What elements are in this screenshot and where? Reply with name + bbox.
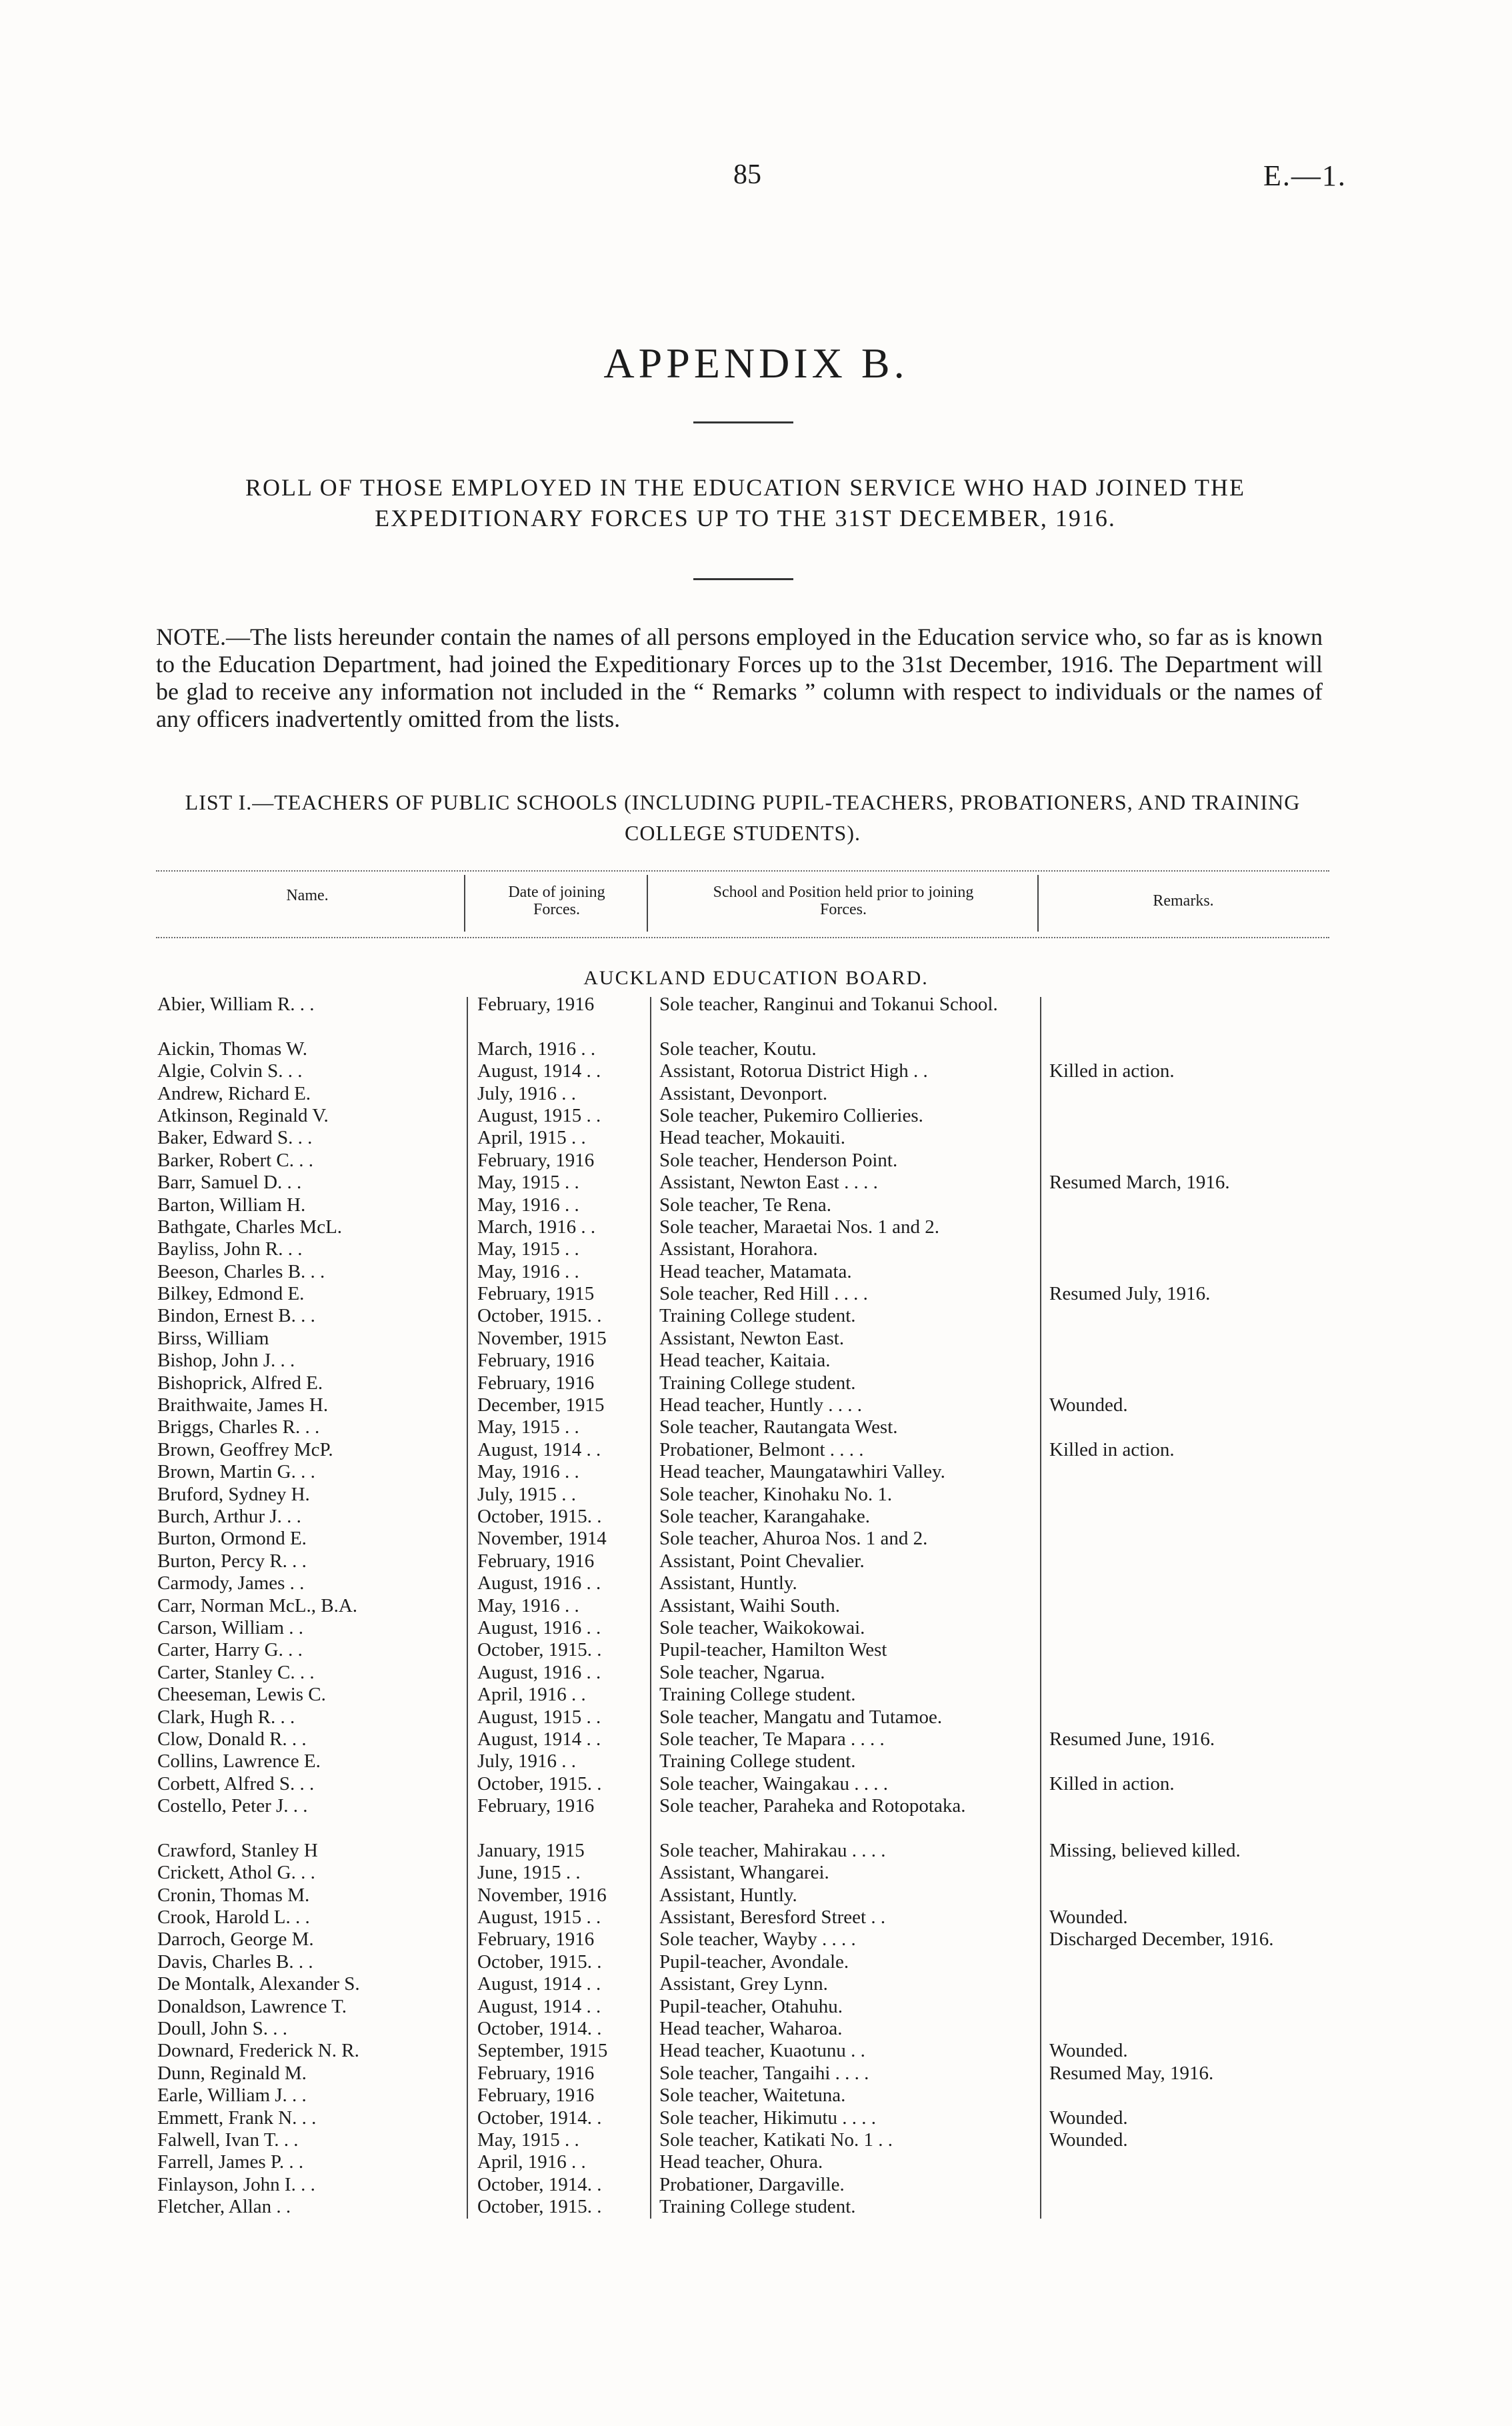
date-cell: May, 1916 . . — [477, 1461, 579, 1483]
table-row — [0, 1416, 1512, 1438]
school-cell: Sole teacher, Waingakau . . . . — [659, 1772, 889, 1794]
school-cell: Sole teacher, Ngarua. — [659, 1661, 825, 1683]
table-row — [0, 2063, 1512, 2085]
school-cell: Probationer, Belmont . . . . — [659, 1438, 864, 1460]
name-cell: Darroch, George M. — [157, 1929, 314, 1951]
school-cell: Sole teacher, Waikokowai. — [659, 1616, 865, 1638]
school-cell: Head teacher, Matamata. — [659, 1260, 852, 1282]
name-cell: Falwell, Ivan T. . . — [157, 2129, 299, 2151]
name-cell: Barton, William H. — [157, 1194, 306, 1216]
table-row — [0, 1929, 1512, 1951]
date-cell: February, 1916 — [477, 2085, 595, 2107]
table-row — [0, 1372, 1512, 1394]
name-cell: Bilkey, Edmond E. — [157, 1283, 305, 1305]
date-cell: October, 1915. . — [477, 1951, 602, 1973]
name-cell: Briggs, Charles R. . . — [157, 1416, 320, 1438]
date-cell: August, 1915 . . — [477, 1104, 601, 1126]
roll-heading — [152, 472, 1339, 533]
header-divider-1 — [464, 875, 465, 932]
appendix-title: APPENDIX B. — [603, 339, 909, 387]
school-cell: Head teacher, Kaitaia. — [659, 1350, 831, 1372]
name-cell: Barker, Robert C. . . — [157, 1149, 314, 1171]
name-cell: De Montalk, Alexander S. — [157, 1973, 360, 1995]
date-cell: November, 1915 — [477, 1327, 607, 1349]
name-cell: Clow, Donald R. . . — [157, 1728, 307, 1750]
date-cell: August, 1915 . . — [477, 1907, 601, 1929]
school-cell: Sole teacher, Kinohaku No. 1. — [659, 1483, 893, 1505]
date-cell: July, 1916 . . — [477, 1082, 576, 1104]
date-cell: August, 1915 . . — [477, 1706, 601, 1728]
name-cell: Bindon, Ernest B. . . — [157, 1305, 315, 1327]
col-header-date-line-1: Date of joining — [508, 884, 605, 901]
school-cell: Assistant, Point Chevalier. — [659, 1550, 865, 1572]
date-cell: June, 1915 . . — [477, 1862, 581, 1884]
date-cell: August, 1916 . . — [477, 1572, 601, 1594]
name-cell: Dunn, Reginald M. — [157, 2062, 307, 2084]
school-cell: Sole teacher, Ranginui and Tokanui School. — [659, 994, 998, 1015]
name-cell: Brown, Geoffrey McP. — [157, 1438, 333, 1460]
school-cell: Assistant, Horahora. — [659, 1238, 818, 1260]
name-cell: Birss, William — [157, 1327, 269, 1349]
table-row — [0, 1305, 1512, 1327]
school-cell: Sole teacher, Paraheka and Rotopotaka. — [659, 1795, 966, 1817]
date-cell: August, 1914 . . — [477, 1995, 601, 2017]
table-top-rule — [156, 870, 1329, 872]
date-cell: October, 1914. . — [477, 2018, 602, 2039]
name-cell: Collins, Lawrence E. — [157, 1750, 321, 1772]
date-cell: May, 1915 . . — [477, 2129, 579, 2151]
remarks-cell: Killed in action. — [1049, 1438, 1175, 1460]
table-row — [0, 1328, 1512, 1350]
header-divider-3 — [1037, 875, 1039, 932]
name-cell: Cheeseman, Lewis C. — [157, 1684, 326, 1706]
table-row — [0, 1127, 1512, 1149]
table-row — [0, 1261, 1512, 1283]
col-header-remarks: Remarks. — [1153, 892, 1214, 910]
name-cell: Baker, Edward S. . . — [157, 1127, 313, 1149]
school-cell: Training College student. — [659, 1372, 856, 1394]
remarks-cell: Resumed July, 1916. — [1049, 1283, 1211, 1305]
school-cell: Head teacher, Ohura. — [659, 2151, 823, 2173]
date-cell: February, 1916 — [477, 994, 595, 1015]
table-row — [0, 1662, 1512, 1684]
table-row — [0, 1461, 1512, 1483]
name-cell: Corbett, Alfred S. . . — [157, 1772, 315, 1794]
school-cell: Sole teacher, Wayby . . . . — [659, 1929, 856, 1951]
title-rule — [693, 421, 793, 423]
table-row — [0, 1484, 1512, 1506]
name-cell: Burton, Ormond E. — [157, 1528, 307, 1550]
date-cell: May, 1915 . . — [477, 1172, 579, 1194]
name-cell: Costello, Peter J. . . — [157, 1795, 308, 1817]
table-row — [0, 1038, 1512, 1060]
name-cell: Carr, Norman McL., B.A. — [157, 1594, 358, 1616]
date-cell: February, 1916 — [477, 1350, 595, 1372]
date-cell: July, 1916 . . — [477, 1750, 576, 1772]
school-cell: Assistant, Rotorua District High . . — [659, 1060, 928, 1082]
school-cell: Assistant, Devonport. — [659, 1082, 828, 1104]
date-cell: October, 1915. . — [477, 1772, 602, 1794]
table-row — [0, 1550, 1512, 1572]
date-cell: February, 1916 — [477, 1372, 595, 1394]
name-cell: Abier, William R. . . — [157, 994, 315, 1015]
document-reference: E.—1. — [1263, 159, 1347, 192]
name-cell: Earle, William J. . . — [157, 2085, 307, 2107]
name-cell: Carter, Harry G. . . — [157, 1639, 303, 1661]
table-row — [0, 1728, 1512, 1750]
name-cell: Crickett, Athol G. . . — [157, 1862, 315, 1884]
remarks-cell: Resumed May, 1916. — [1049, 2062, 1214, 2084]
name-cell: Clark, Hugh R. . . — [157, 1706, 295, 1728]
date-cell: February, 1916 — [477, 1149, 595, 1171]
table-row — [0, 2085, 1512, 2107]
col-header-date-line-2: Forces. — [533, 901, 580, 918]
col-header-school-line-1: School and Position held prior to joining — [713, 884, 974, 901]
date-cell: May, 1916 . . — [477, 1594, 579, 1616]
date-cell: November, 1916 — [477, 1884, 607, 1906]
table-row — [0, 1885, 1512, 1907]
name-cell: Fletcher, Allan . . — [157, 2196, 291, 2218]
date-cell: August, 1914 . . — [477, 1060, 601, 1082]
remarks-cell: Wounded. — [1049, 2107, 1128, 2129]
school-cell: Pupil-teacher, Avondale. — [659, 1951, 849, 1973]
remarks-cell: Resumed March, 1916. — [1049, 1172, 1230, 1194]
date-cell: May, 1915 . . — [477, 1238, 579, 1260]
date-cell: February, 1916 — [477, 1550, 595, 1572]
date-cell: August, 1914 . . — [477, 1728, 601, 1750]
date-cell: February, 1915 — [477, 1283, 595, 1305]
school-cell: Sole teacher, Mangatu and Tutamoe. — [659, 1706, 943, 1728]
name-cell: Bishop, John J. . . — [157, 1350, 295, 1372]
table-row — [0, 1840, 1512, 1862]
table-row — [0, 1216, 1512, 1238]
page-number: 85 — [733, 159, 761, 190]
school-cell: Sole teacher, Maraetai Nos. 1 and 2. — [659, 1216, 939, 1238]
date-cell: May, 1915 . . — [477, 1416, 579, 1438]
school-cell: Sole teacher, Te Rena. — [659, 1194, 831, 1216]
table-row — [0, 1105, 1512, 1127]
school-cell: Sole teacher, Red Hill . . . . — [659, 1283, 868, 1305]
date-cell: July, 1915 . . — [477, 1483, 576, 1505]
list-title-line-1: LIST I.—TEACHERS OF PUBLIC SCHOOLS (INCLUDING PUPIL-TEACHERS, PROBATIONERS, AND TRAINING — [185, 790, 1301, 814]
col-header-school-line-2: Forces. — [820, 901, 867, 918]
list-title-line-2: COLLEGE STUDENTS). — [625, 821, 861, 845]
date-cell: October, 1915. . — [477, 1506, 602, 1527]
table-row — [0, 1773, 1512, 1795]
table-row — [0, 1194, 1512, 1216]
name-cell: Bayliss, John R. . . — [157, 1238, 303, 1260]
name-cell: Emmett, Frank N. . . — [157, 2107, 317, 2129]
school-cell: Sole teacher, Tangaihi . . . . — [659, 2062, 869, 2084]
school-cell: Assistant, Beresford Street . . — [659, 1907, 886, 1929]
school-cell: Sole teacher, Katikati No. 1 . . — [659, 2129, 893, 2151]
date-cell: December, 1915 — [477, 1394, 605, 1416]
col-header-date — [467, 884, 647, 918]
school-cell: Sole teacher, Hikimutu . . . . — [659, 2107, 877, 2129]
note-paragraph: NOTE.—The lists hereunder contain the names of all persons employed in the Education service who, so far as is known to the Education Department, had joined the Expeditionary Forces up to the 31st December, 1916. The Department will be glad to receive any information not included in the “ Remarks ” column with respect to individuals or the names of any officers inadvertently omitted from the lists. — [156, 624, 1323, 732]
table-row — [0, 2151, 1512, 2173]
table-row — [0, 1528, 1512, 1550]
name-cell: Brown, Martin G. . . — [157, 1461, 315, 1483]
list-title — [156, 787, 1329, 848]
table-row — [0, 994, 1512, 1038]
school-cell: Sole teacher, Karangahake. — [659, 1506, 871, 1527]
date-cell: October, 1915. . — [477, 1305, 602, 1327]
heading-rule — [693, 578, 793, 580]
date-cell: February, 1916 — [477, 2062, 595, 2084]
table-row — [0, 1083, 1512, 1105]
roll-heading-line-2: EXPEDITIONARY FORCES UP TO THE 31ST DECEMBER, 1916. — [375, 505, 1116, 531]
date-cell: February, 1916 — [477, 1929, 595, 1951]
date-cell: May, 1916 . . — [477, 1194, 579, 1216]
table-row — [0, 1150, 1512, 1172]
school-cell: Assistant, Huntly. — [659, 1884, 797, 1906]
remarks-cell: Missing, believed killed. — [1049, 1839, 1241, 1861]
table-row — [0, 1238, 1512, 1260]
table-row — [0, 1951, 1512, 1973]
name-cell: Bruford, Sydney H. — [157, 1483, 310, 1505]
date-cell: September, 1915 — [477, 2040, 608, 2062]
table-body — [0, 994, 1512, 2219]
table-row — [0, 2196, 1512, 2218]
school-cell: Sole teacher, Mahirakau . . . . — [659, 1839, 886, 1861]
table-row — [0, 1639, 1512, 1661]
col-header-school — [650, 884, 1037, 918]
school-cell: Head teacher, Mokauiti. — [659, 1127, 846, 1149]
name-cell: Doull, John S. . . — [157, 2018, 287, 2039]
name-cell: Bishoprick, Alfred E. — [157, 1372, 323, 1394]
table-row — [0, 1795, 1512, 1840]
remarks-cell: Wounded. — [1049, 2129, 1128, 2151]
school-cell: Assistant, Waihi South. — [659, 1594, 841, 1616]
table-row — [0, 1973, 1512, 1995]
table-row — [0, 2107, 1512, 2129]
school-cell: Head teacher, Waharoa. — [659, 2018, 843, 2039]
remarks-cell: Wounded. — [1049, 1907, 1128, 1929]
name-cell: Algie, Colvin S. . . — [157, 1060, 303, 1082]
school-cell: Assistant, Newton East. — [659, 1327, 845, 1349]
school-cell: Assistant, Huntly. — [659, 1572, 797, 1594]
header-divider-2 — [647, 875, 648, 932]
table-row — [0, 1283, 1512, 1305]
name-cell: Donaldson, Lawrence T. — [157, 1995, 347, 2017]
date-cell: October, 1915. . — [477, 1639, 602, 1661]
name-cell: Beeson, Charles B. . . — [157, 1260, 325, 1282]
date-cell: March, 1916 . . — [477, 1038, 596, 1060]
name-cell: Burton, Percy R. . . — [157, 1550, 307, 1572]
table-row — [0, 1684, 1512, 1706]
school-cell: Sole teacher, Waitetuna. — [659, 2085, 846, 2107]
remarks-cell: Resumed June, 1916. — [1049, 1728, 1215, 1750]
table-row — [0, 1862, 1512, 1884]
school-cell: Head teacher, Maungatawhiri Valley. — [659, 1461, 945, 1483]
date-cell: August, 1914 . . — [477, 1973, 601, 1995]
remarks-cell: Wounded. — [1049, 1394, 1128, 1416]
table-row — [0, 1572, 1512, 1594]
table-row — [0, 1439, 1512, 1461]
table-row — [0, 2129, 1512, 2151]
school-cell: Head teacher, Huntly . . . . — [659, 1394, 863, 1416]
remarks-cell: Killed in action. — [1049, 1772, 1175, 1794]
remarks-cell: Wounded. — [1049, 2040, 1128, 2062]
name-cell: Davis, Charles B. . . — [157, 1951, 313, 1973]
name-cell: Barr, Samuel D. . . — [157, 1172, 302, 1194]
name-cell: Cronin, Thomas M. — [157, 1884, 310, 1906]
table-row — [0, 1350, 1512, 1372]
remarks-cell: Discharged December, 1916. — [1049, 1929, 1274, 1951]
school-cell: Assistant, Whangarei. — [659, 1862, 829, 1884]
table-row — [0, 1172, 1512, 1194]
name-cell: Braithwaite, James H. — [157, 1394, 329, 1416]
name-cell: Carson, William . . — [157, 1616, 304, 1638]
date-cell: January, 1915 — [477, 1839, 585, 1861]
school-cell: Sole teacher, Pukemiro Collieries. — [659, 1104, 923, 1126]
date-cell: October, 1915. . — [477, 2196, 602, 2218]
school-cell: Sole teacher, Te Mapara . . . . — [659, 1728, 885, 1750]
name-cell: Farrell, James P. . . — [157, 2151, 304, 2173]
table-row — [0, 1060, 1512, 1082]
table-row — [0, 1907, 1512, 1929]
table-row — [0, 1996, 1512, 2018]
table-row — [0, 1506, 1512, 1528]
date-cell: April, 1916 . . — [477, 2151, 586, 2173]
school-cell: Sole teacher, Koutu. — [659, 1038, 817, 1060]
school-cell: Pupil-teacher, Otahuhu. — [659, 1995, 843, 2017]
name-cell: Carmody, James . . — [157, 1572, 305, 1594]
name-cell: Downard, Frederick N. R. — [157, 2040, 359, 2062]
name-cell: Crook, Harold L. . . — [157, 1907, 310, 1929]
date-cell: April, 1916 . . — [477, 1684, 586, 1706]
col-header-name: Name. — [286, 887, 329, 904]
table-row — [0, 2018, 1512, 2040]
date-cell: October, 1914. . — [477, 2173, 602, 2195]
table-row — [0, 1394, 1512, 1416]
school-cell: Pupil-teacher, Hamilton West — [659, 1639, 887, 1661]
date-cell: May, 1916 . . — [477, 1260, 579, 1282]
school-cell: Training College student. — [659, 1305, 856, 1327]
school-cell: Assistant, Grey Lynn. — [659, 1973, 828, 1995]
table-row — [0, 1750, 1512, 1772]
date-cell: November, 1914 — [477, 1528, 607, 1550]
table-row — [0, 2174, 1512, 2196]
roll-heading-line-1: ROLL OF THOSE EMPLOYED IN THE EDUCATION SERVICE WHO HAD JOINED THE — [245, 474, 1246, 501]
name-cell: Aickin, Thomas W. — [157, 1038, 308, 1060]
name-cell: Finlayson, John I. . . — [157, 2173, 315, 2195]
remarks-cell: Killed in action. — [1049, 1060, 1175, 1082]
table-header-rule — [156, 937, 1329, 938]
school-cell: Head teacher, Kuaotunu . . — [659, 2040, 865, 2062]
table-row — [0, 1595, 1512, 1617]
date-cell: March, 1916 . . — [477, 1216, 596, 1238]
date-cell: August, 1914 . . — [477, 1438, 601, 1460]
school-cell: Probationer, Dargaville. — [659, 2173, 845, 2195]
school-cell: Sole teacher, Ahuroa Nos. 1 and 2. — [659, 1528, 928, 1550]
school-cell: Sole teacher, Rautangata West. — [659, 1416, 898, 1438]
name-cell: Burch, Arthur J. . . — [157, 1506, 301, 1527]
name-cell: Atkinson, Reginald V. — [157, 1104, 329, 1126]
table-row — [0, 1617, 1512, 1639]
name-cell: Bathgate, Charles McL. — [157, 1216, 343, 1238]
name-cell: Andrew, Richard E. — [157, 1082, 311, 1104]
school-cell: Assistant, Newton East . . . . — [659, 1172, 878, 1194]
table-row — [0, 2040, 1512, 2062]
school-cell: Training College student. — [659, 2196, 856, 2218]
date-cell: February, 1916 — [477, 1795, 595, 1817]
date-cell: August, 1916 . . — [477, 1661, 601, 1683]
name-cell: Carter, Stanley C. . . — [157, 1661, 315, 1683]
date-cell: April, 1915 . . — [477, 1127, 586, 1149]
name-cell: Crawford, Stanley H — [157, 1839, 318, 1861]
school-cell: Sole teacher, Henderson Point. — [659, 1149, 898, 1171]
date-cell: August, 1916 . . — [477, 1616, 601, 1638]
table-row — [0, 1706, 1512, 1728]
school-cell: Training College student. — [659, 1750, 856, 1772]
date-cell: October, 1914. . — [477, 2107, 602, 2129]
school-cell: Training College student. — [659, 1684, 856, 1706]
board-heading: AUCKLAND EDUCATION BOARD. — [583, 967, 929, 989]
